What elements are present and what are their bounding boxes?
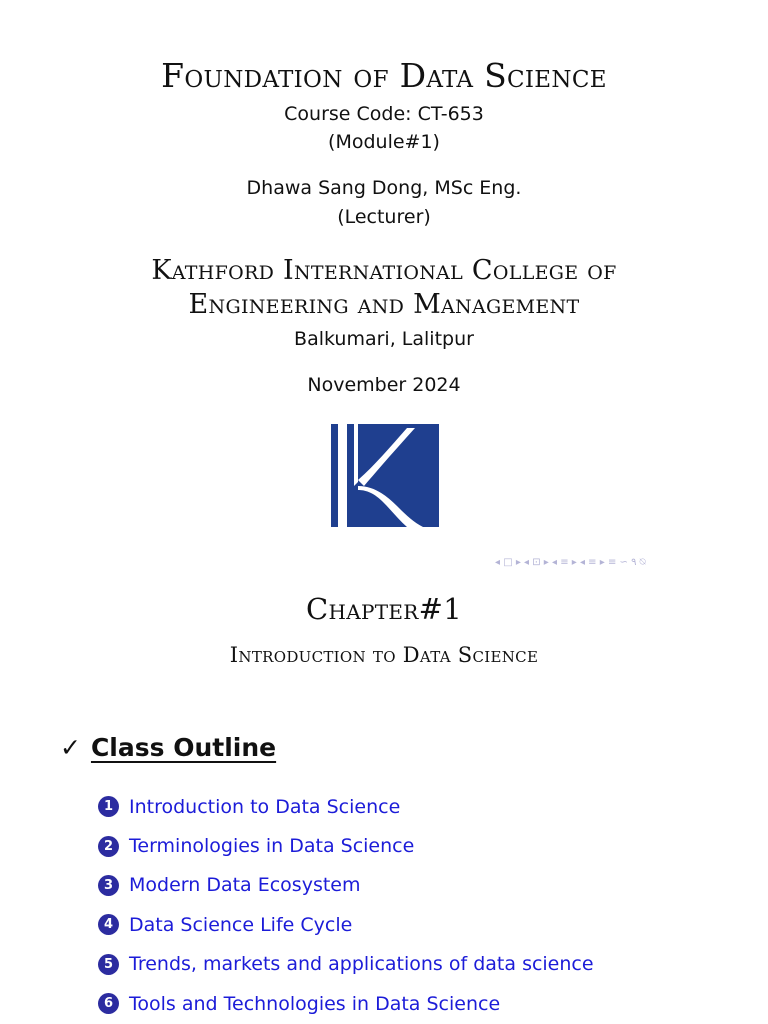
author-role: (Lecturer): [337, 206, 431, 228]
module-label: (Module#1): [328, 131, 440, 153]
nav-subsection-control[interactable]: ◂ ⊡ ▸: [524, 557, 549, 568]
class-outline-heading-text: Class Outline: [90, 733, 277, 762]
slide-navigation-controls[interactable]: [495, 557, 646, 568]
kathford-k-logo: [331, 424, 439, 527]
outline-link-life-cycle[interactable]: Data Science Life Cycle: [129, 913, 353, 936]
nav-section-control[interactable]: ◂ ≡ ▸: [552, 557, 577, 568]
outline-link-ecosystem[interactable]: Modern Data Ecosystem: [129, 874, 361, 897]
presentation-date: November 2024: [307, 374, 461, 396]
outline-item[interactable]: [98, 866, 594, 905]
outline-list: [98, 787, 594, 1023]
outline-link-terminologies[interactable]: Terminologies in Data Science: [129, 835, 415, 858]
course-code: Course Code: CT-653: [284, 103, 484, 125]
outline-item[interactable]: [98, 787, 594, 826]
number-bullet-5: 5: [98, 954, 119, 975]
college-location: Balkumari, Lalitpur: [294, 328, 474, 350]
nav-toc-control[interactable]: ≡: [607, 557, 617, 568]
outline-item[interactable]: [98, 905, 594, 944]
college-name-line-2: Engineering and Management: [188, 289, 580, 320]
number-bullet-3: 3: [98, 875, 119, 896]
outline-item[interactable]: [98, 945, 594, 984]
outline-link-tools[interactable]: Tools and Technologies in Data Science: [129, 992, 501, 1015]
presentation-title: Foundation of Data Science: [161, 56, 607, 95]
author-name: Dhawa Sang Dong, MSc Eng.: [246, 177, 522, 199]
nav-search-control[interactable]: ∽ ۹ ⍉: [619, 557, 646, 568]
outline-link-introduction[interactable]: Introduction to Data Science: [129, 795, 401, 818]
number-bullet-4: 4: [98, 914, 119, 935]
number-bullet-6: 6: [98, 993, 119, 1014]
chapter-title: Chapter#1: [306, 592, 462, 626]
outline-link-trends[interactable]: Trends, markets and applications of data science: [129, 953, 594, 976]
nav-subsection-list-control[interactable]: ◂ ≡ ▸: [579, 557, 605, 568]
class-outline-heading: [60, 733, 276, 762]
nav-frame-control[interactable]: ◂ □ ▸: [495, 557, 521, 568]
number-bullet-1: 1: [98, 796, 119, 817]
chapter-subtitle: Introduction to Data Science: [229, 643, 539, 667]
outline-item[interactable]: [98, 984, 594, 1023]
outline-item[interactable]: [98, 826, 594, 865]
checkmark-icon: ✓: [60, 733, 81, 762]
number-bullet-2: 2: [98, 836, 119, 857]
college-name-line-1: Kathford International College of: [151, 255, 617, 286]
